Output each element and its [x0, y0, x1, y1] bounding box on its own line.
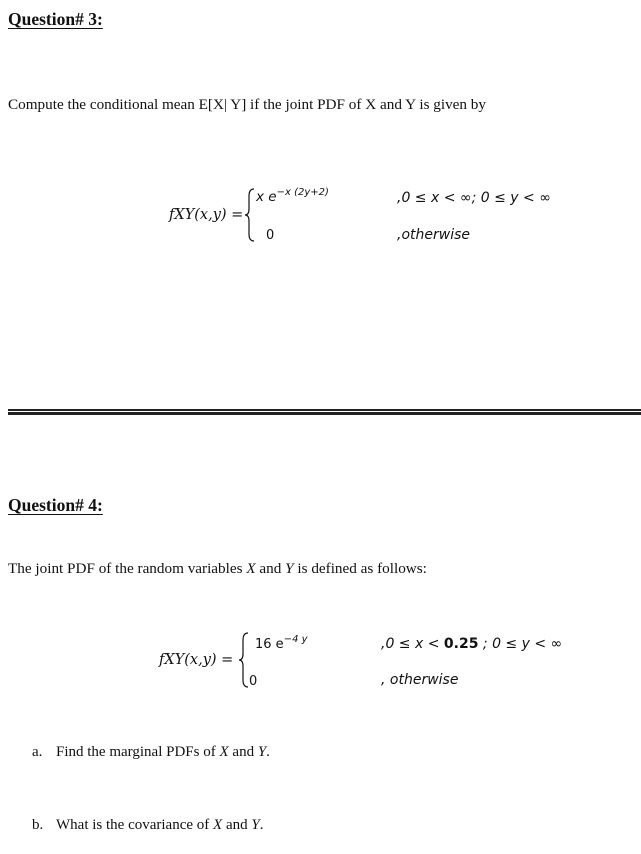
- q3-case2-expr: 0: [266, 228, 275, 243]
- q3-case2-condition: ,otherwise: [397, 227, 470, 243]
- list-marker: a.: [32, 744, 43, 760]
- q4-case2-expr: 0: [249, 674, 258, 689]
- q3-left-brace: [244, 188, 256, 242]
- q4-case1-expr: 16 $e^{-4 y}$: [255, 634, 308, 652]
- question-4-equation: [0, 628, 641, 698]
- list-item-text: Find the marginal PDFs of X and Y.: [56, 744, 270, 760]
- q4-case2-condition: , otherwise: [381, 672, 459, 688]
- q4-pdf-lhs: fXY(x,y) =: [159, 652, 234, 668]
- question-3-title: Question# 3:: [8, 9, 103, 29]
- question-4-prompt: The joint PDF of the random variables X and Y is defined as follows:: [8, 560, 427, 577]
- q3-pdf-lhs: fXY(x,y) =: [169, 207, 244, 223]
- question-3-prompt: Compute the conditional mean E[X| Y] if the joint PDF of X and Y is given by: [8, 96, 486, 113]
- q3-case1-expr: x $e^{-x (2y+2)}$: [256, 187, 329, 205]
- q3-case1-condition: ,0 ≤ x < ∞; 0 ≤ y < ∞: [397, 190, 551, 206]
- section-divider-bottom: [8, 412, 641, 415]
- section-divider-top: [8, 409, 641, 411]
- q4-item-a: [32, 744, 270, 761]
- list-marker: b.: [32, 817, 44, 833]
- list-item-text: What is the covariance of X and Y.: [56, 817, 264, 833]
- question-4-title: Question# 4:: [8, 495, 103, 515]
- q4-case1-condition: ,0 ≤ x < 0.25 ; 0 ≤ y < ∞: [381, 636, 563, 652]
- q4-item-b: [32, 817, 263, 834]
- question-3-equation: [0, 180, 641, 250]
